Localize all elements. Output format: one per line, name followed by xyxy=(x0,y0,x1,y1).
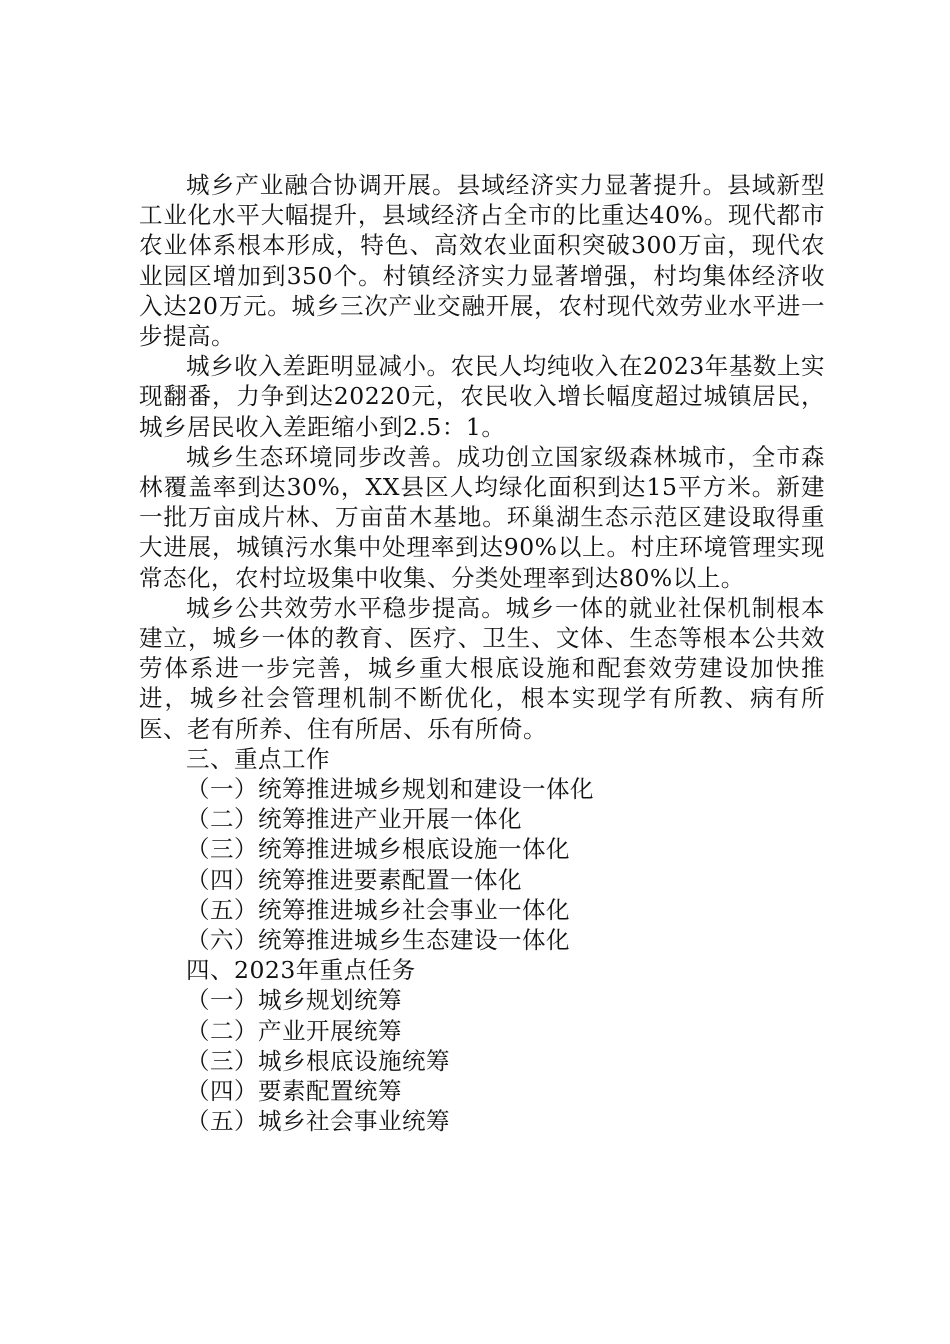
section-heading-key-tasks: 四、2023年重点任务 xyxy=(186,956,416,985)
section-heading-key-work: 三、重点工作 xyxy=(186,744,330,773)
key-task-item: （二）产业开展统筹 xyxy=(186,1016,402,1045)
key-work-item: （三）统筹推进城乡根底设施一体化 xyxy=(186,835,570,864)
key-work-item: （五）统筹推进城乡社会事业一体化 xyxy=(186,895,570,924)
key-task-item: （一）城乡规划统筹 xyxy=(186,986,402,1015)
key-task-item: （五）城乡社会事业统筹 xyxy=(186,1107,450,1136)
key-work-item: （一）统筹推进城乡规划和建设一体化 xyxy=(186,775,594,804)
paragraph-public-services: 城乡公共效劳水平稳步提高。城乡一体的就业社保机制根本建立，城乡一体的教育、医疗、卫生、文体、生态等根本公共效劳体系进一步完善，城乡重大根底设施和配套效劳建设加快推进，城乡社会管理机制不断优化，根本实现学有所教、病有所医、老有所养、住有所居、乐有所倚。 xyxy=(139,593,825,743)
key-task-item: （三）城乡根底设施统筹 xyxy=(186,1046,450,1075)
key-work-item: （二）统筹推进产业开展一体化 xyxy=(186,805,522,834)
key-work-item: （四）统筹推进要素配置一体化 xyxy=(186,865,522,894)
document-body xyxy=(139,170,825,1137)
paragraph-income-gap: 城乡收入差距明显减小。农民人均纯收入在2023年基数上实现翻番，力争到达20220元，农民收入增长幅度超过城镇居民，城乡居民收入差距缩小到2.5：1。 xyxy=(139,352,825,441)
paragraph-industry-integration: 城乡产业融合协调开展。县域经济实力显著提升。县域新型工业化水平大幅提升，县域经济占全市的比重达40%。现代都市农业体系根本形成，特色、高效农业面积突破300万亩，现代农业园区增加到350个。村镇经济实力显著增强，村均集体经济收入达20万元。城乡三次产业交融开展，农村现代效劳业水平进一步提高。 xyxy=(139,171,825,351)
key-work-item: （六）统筹推进城乡生态建设一体化 xyxy=(186,926,570,955)
key-task-item: （四）要素配置统筹 xyxy=(186,1077,402,1106)
paragraph-ecology: 城乡生态环境同步改善。成功创立国家级森林城市，全市森林覆盖率到达30%，XX县区人均绿化面积到达15平方米。新建一批万亩成片林、万亩苗木基地。环巢湖生态示范区建设取得重大进展，城镇污水集中处理率到达90%以上。村庄环境管理实现常态化，农村垃圾集中收集、分类处理率到达80%以上。 xyxy=(139,442,825,592)
